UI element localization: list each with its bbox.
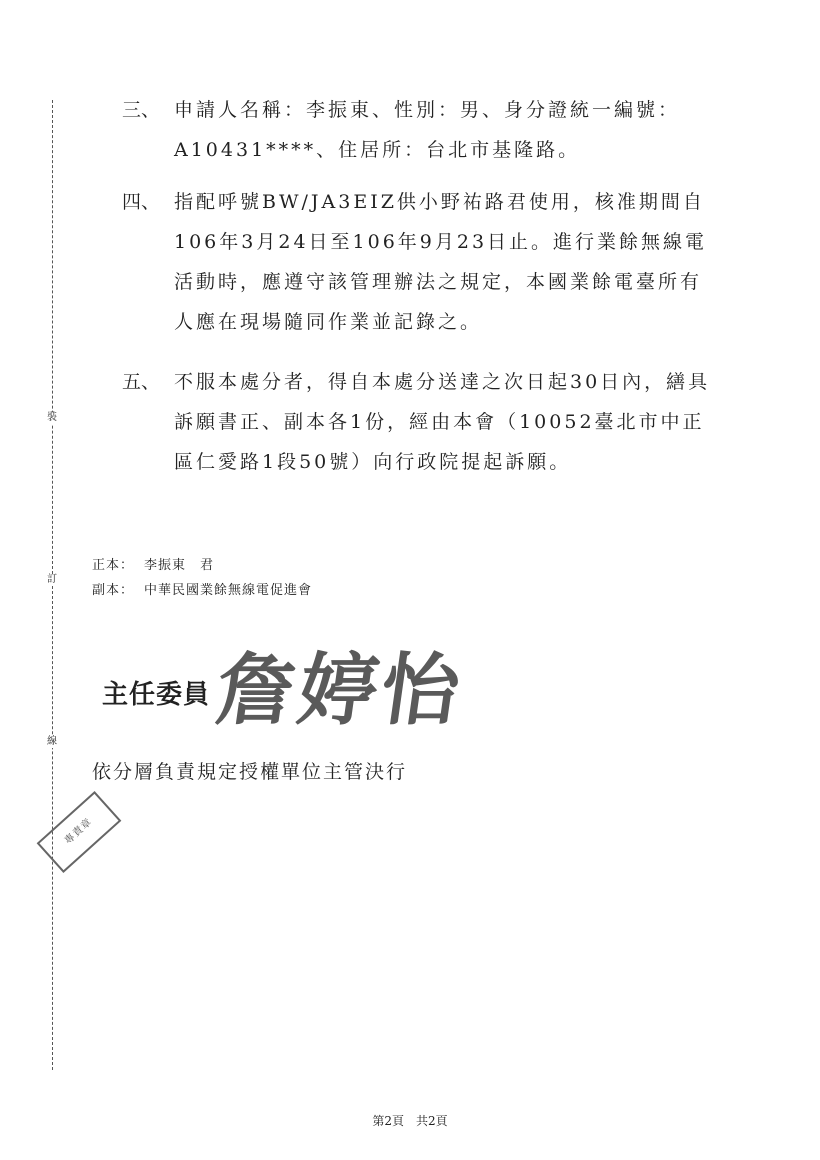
clause-five	[122, 362, 722, 482]
copy-label: 副本：	[92, 583, 135, 598]
binding-label-zhuang: 裝	[47, 412, 57, 423]
copy-value: 中華民國業餘無線電促進會	[144, 583, 313, 598]
signatory-name: 詹婷怡	[210, 646, 470, 736]
clause-number: 五、	[122, 371, 161, 393]
clause-text: 指配呼號BW/JA3EIZ供小野祐路君使用，核准期間自106年3月24日至106年9月23日止。進行業餘無線電活動時，應遵守該管理辦法之規定，本國業餘電臺所有人應在現場隨同作業並記錄之。	[174, 191, 708, 333]
clause-text: 申請人名稱：李振東、性別：男、身分證統一編號：A10431****、住居所：台北市基隆路。	[174, 99, 681, 161]
original-recipient	[92, 555, 214, 577]
original-label: 正本：	[92, 558, 135, 573]
clause-text: 不服本處分者，得自本處分送達之次日起30日內，繕具訴願書正、副本各1份，經由本會（10052臺北市中正區仁愛路1段50號）向行政院提起訴願。	[174, 371, 711, 473]
clause-number: 三、	[122, 99, 161, 121]
delegation-note: 依分層負責規定授權單位主管決行	[92, 761, 408, 783]
original-value: 李振東 君	[144, 558, 215, 573]
page-footer: 第2頁 共2頁	[372, 1114, 448, 1128]
binding-label-xian: 線	[47, 736, 57, 747]
clause-three	[122, 90, 722, 170]
clause-number: 四、	[122, 191, 161, 213]
binding-label-ding: 訂	[47, 574, 57, 585]
clause-four	[122, 182, 722, 342]
signatory-title: 主任委員	[102, 680, 211, 710]
official-stamp: 專責章	[37, 791, 122, 873]
copy-recipient	[92, 580, 312, 602]
